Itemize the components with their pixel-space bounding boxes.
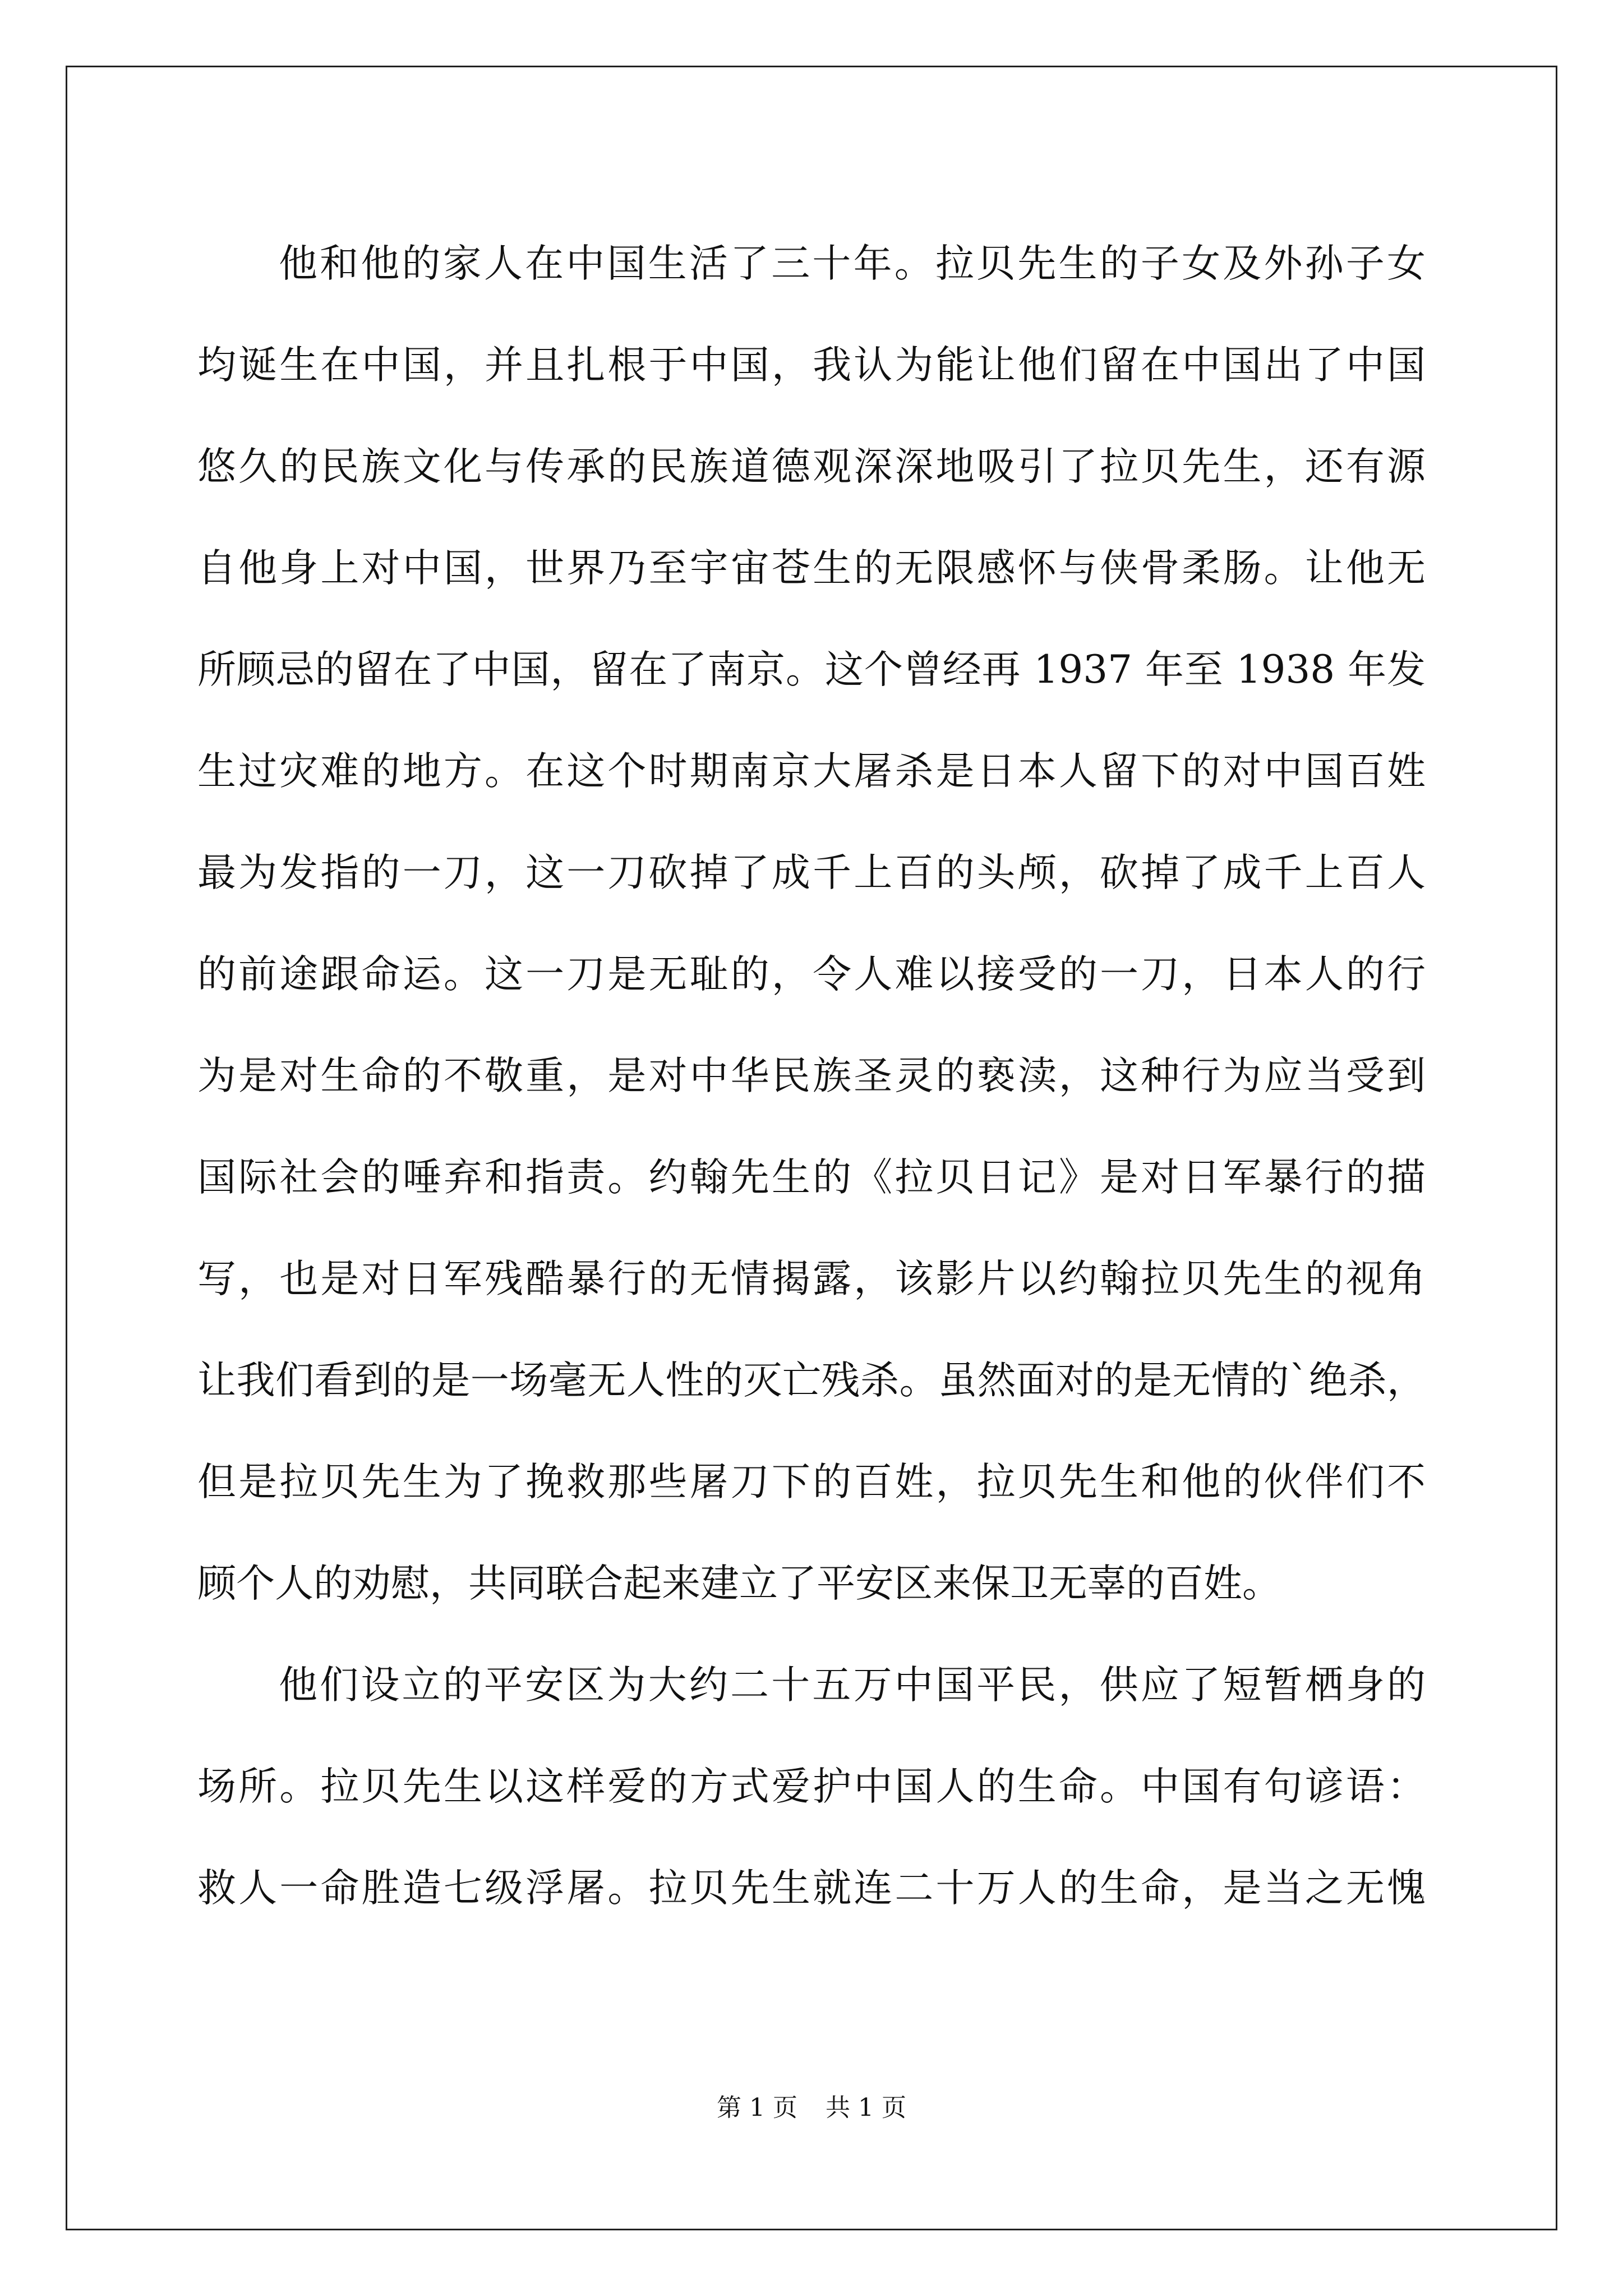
paragraph-1-line-4: 自他身上对中国，世界乃至宇宙苍生的无限感怀与侠骨柔肠。让他无 xyxy=(197,546,1426,591)
paragraph-1-line-12: 让我们看到的是一场毫无人性的灭亡残杀。虽然面对的是无情的`绝杀， xyxy=(197,1358,1426,1403)
paragraph-1-line-7: 最为发指的一刀，这一刀砍掉了成千上百的头颅，砍掉了成千上百人 xyxy=(197,850,1426,895)
paragraph-1-line-14: 顾个人的劝慰，共同联合起来建立了平安区来保卫无辜的百姓。 xyxy=(197,1561,1281,1606)
paragraph-1-line-6: 生过灾难的地方。在这个时期南京大屠杀是日本人留下的对中国百姓 xyxy=(197,749,1426,794)
paragraph-1-line-1: 他和他的家人在中国生活了三十年。拉贝先生的子女及外孙子女 xyxy=(279,241,1426,286)
paragraph-1-line-9: 为是对生命的不敬重，是对中华民族圣灵的亵渎，这种行为应当受到 xyxy=(197,1053,1426,1098)
paragraph-1-line-10: 国际社会的唾弃和指责。约翰先生的《拉贝日记》是对日军暴行的描 xyxy=(197,1155,1426,1200)
paragraph-1-line-2: 均诞生在中国，并且扎根于中国，我认为能让他们留在中国出了中国 xyxy=(197,343,1426,388)
page-number: 第 1 页 xyxy=(717,2093,797,2122)
paragraph-1-line-8: 的前途跟命运。这一刀是无耻的，令人难以接受的一刀，日本人的行 xyxy=(197,952,1426,997)
page-total: 共 1 页 xyxy=(826,2093,906,2122)
paragraph-2-line-3: 救人一命胜造七级浮屠。拉贝先生就连二十万人的生命，是当之无愧 xyxy=(197,1866,1426,1911)
document-body xyxy=(197,213,1426,1939)
paragraph-1-line-5: 所顾忌的留在了中国，留在了南京。这个曾经再 1937 年至 1938 年发 xyxy=(197,647,1426,692)
page-footer xyxy=(0,2091,1623,2125)
paragraph-1-line-3: 悠久的民族文化与传承的民族道德观深深地吸引了拉贝先生，还有源 xyxy=(197,444,1426,489)
paragraph-1-line-13: 但是拉贝先生为了挽救那些屠刀下的百姓，拉贝先生和他的伙伴们不 xyxy=(197,1460,1426,1504)
paragraph-2-line-1: 他们设立的平安区为大约二十五万中国平民，供应了短暂栖身的 xyxy=(279,1663,1426,1708)
paragraph-2-line-2: 场所。拉贝先生以这样爱的方式爱护中国人的生命。中国有句谚语： xyxy=(197,1764,1426,1809)
paragraph-1-line-11: 写，也是对日军残酷暴行的无情揭露，该影片以约翰拉贝先生的视角 xyxy=(197,1257,1426,1301)
